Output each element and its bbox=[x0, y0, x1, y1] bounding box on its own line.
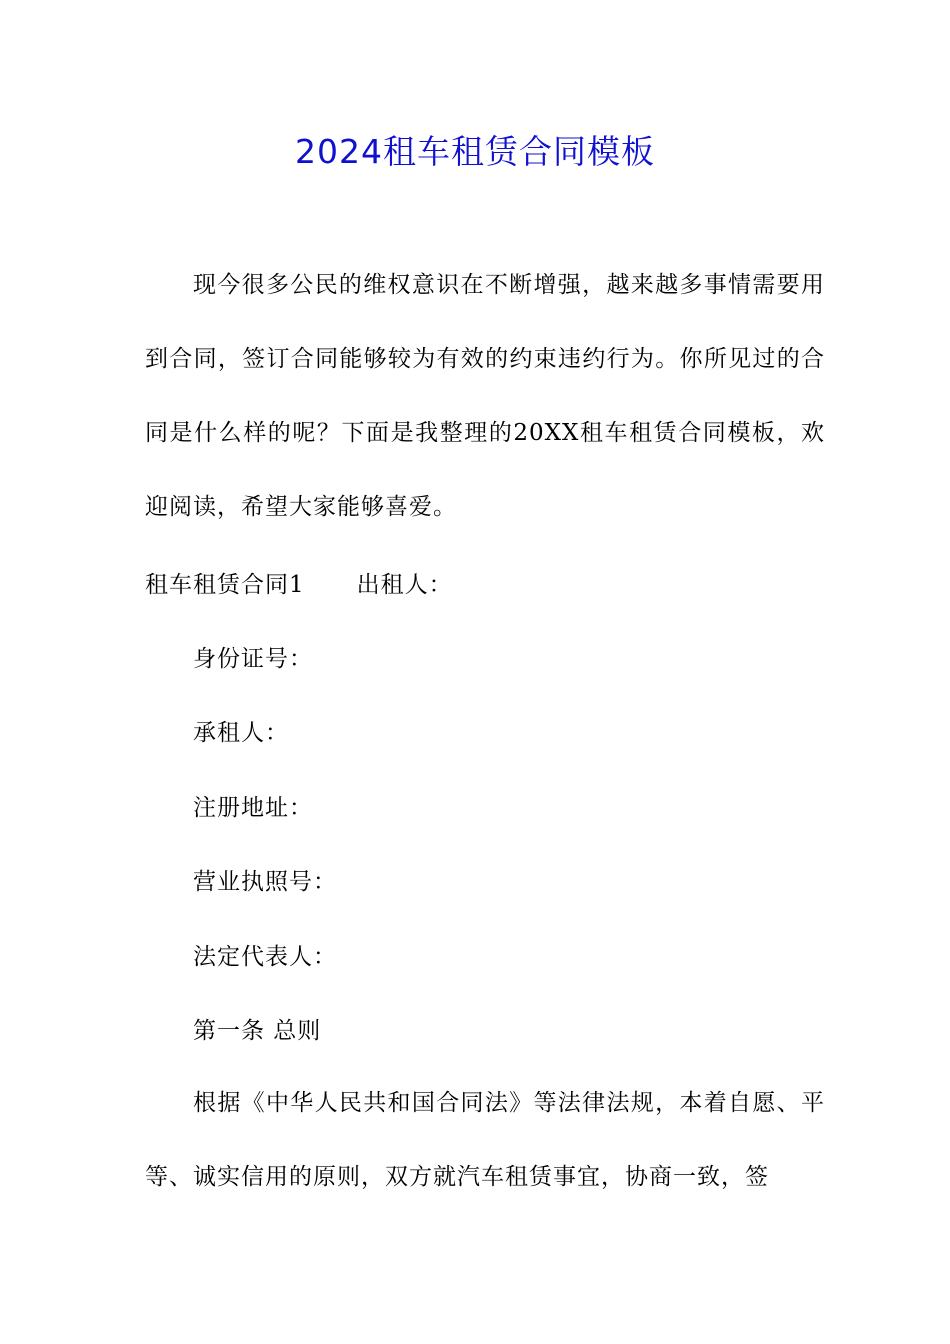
field-business-license: 营业执照号： bbox=[193, 869, 337, 895]
field-registered-address: 注册地址： bbox=[193, 795, 313, 821]
field-legal-representative: 法定代表人： bbox=[193, 944, 337, 970]
lessor-label: 出租人： bbox=[356, 572, 453, 598]
document-title: 2024租车租赁合同模板 bbox=[295, 132, 655, 171]
intro-paragraph: 现今很多公民的维权意识在不断增强，越来越多事情需要用到合同，签订合同能够较为有效的约束违约行为。你所见过的合同是什么样的呢？下面是我整理的20XX租车租赁合同模板，欢迎阅读，希望大家能够喜爱。 bbox=[145, 272, 825, 520]
contract-heading-line bbox=[145, 565, 453, 605]
contract-heading: 租车租赁合同1 bbox=[145, 572, 305, 598]
field-id-number: 身份证号： bbox=[193, 646, 313, 672]
article-1-title: 第一条 总则 bbox=[193, 1018, 322, 1044]
article-1-body: 根据《中华人民共和国合同法》等法律法规，本着自愿、平等、诚实信用的原则，双方就汽车租赁事宜，协商一致，签 bbox=[145, 1090, 825, 1190]
field-lessee: 承租人： bbox=[193, 720, 289, 746]
